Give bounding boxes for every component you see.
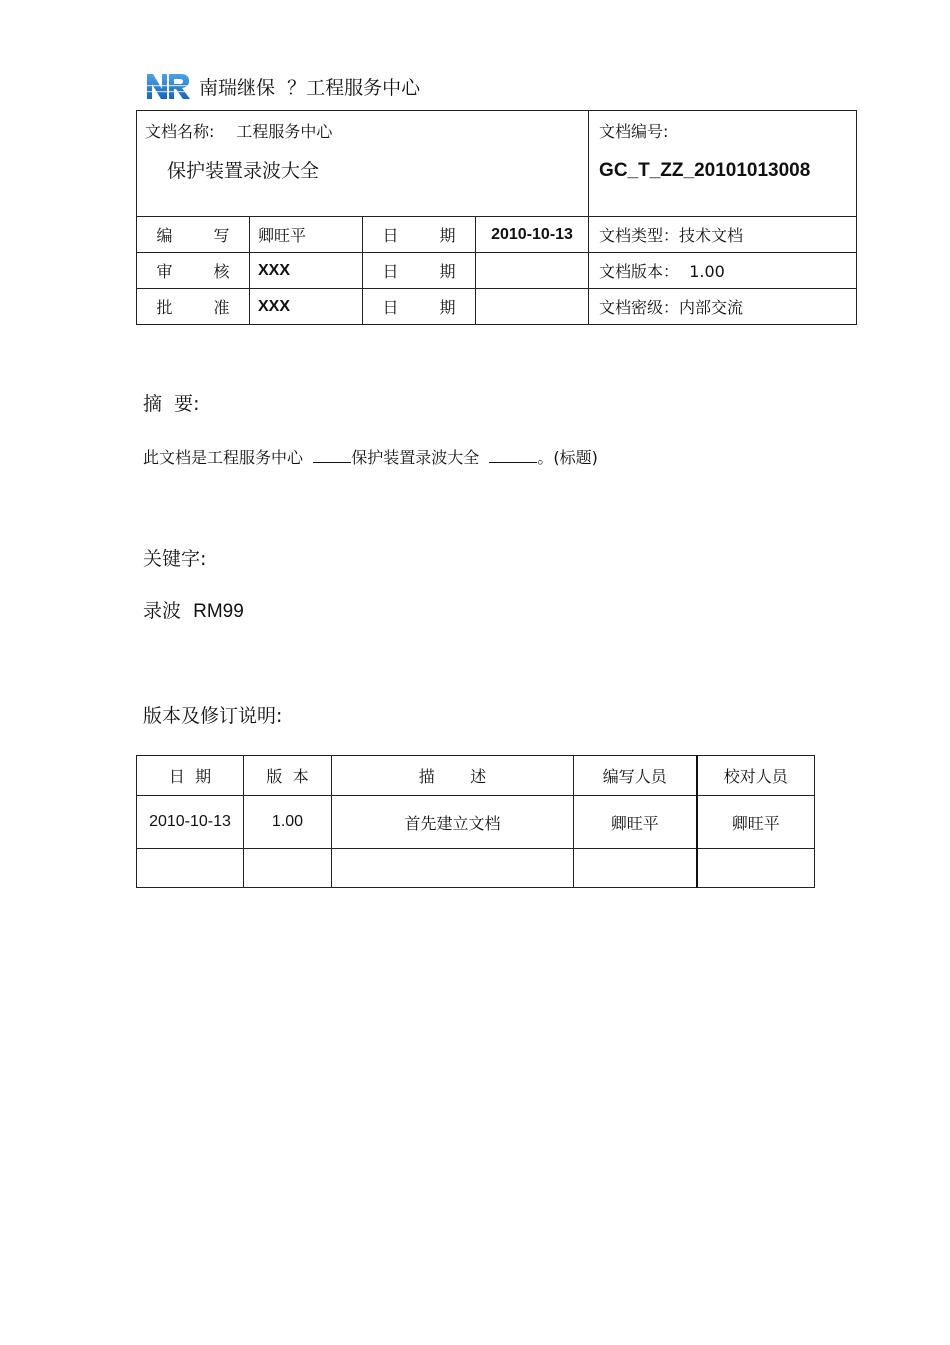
nr-logo-icon <box>145 71 191 101</box>
person-name: XXX <box>250 289 363 325</box>
date-value: 2010-10-13 <box>476 217 589 253</box>
column-header: 日 期 <box>137 756 244 796</box>
document-info-table <box>136 110 857 325</box>
date-value <box>476 289 589 325</box>
empty-cell <box>697 849 815 888</box>
header-title: 南瑞继保 ？工程服务中心 <box>199 76 421 99</box>
empty-cell <box>574 849 697 888</box>
empty-cell <box>137 849 244 888</box>
keyword: 录波 <box>143 600 182 622</box>
revision-version: 1.00 <box>244 796 332 849</box>
date-label: 日 期 <box>363 289 476 325</box>
date-label: 日 期 <box>363 253 476 289</box>
role-label: 批 准 <box>137 289 250 325</box>
revision-reviewer: 卿旺平 <box>697 796 815 849</box>
keywords-heading: 关键字: <box>143 548 207 570</box>
table-row <box>137 796 815 849</box>
column-header: 校对人员 <box>697 756 815 796</box>
abstract-text <box>143 445 598 468</box>
abstract-text-after: 。(标题) <box>537 448 598 467</box>
doc-code: GC_T_ZZ_20101013008 <box>599 160 811 181</box>
doc-classification: 文档密级：内部交流 <box>589 289 857 325</box>
info-row-approver <box>137 289 857 325</box>
underline-blank <box>313 448 351 463</box>
table-row-empty <box>137 849 815 888</box>
info-row-reviewer <box>137 253 857 289</box>
doc-version: 文档版本： 1.00 <box>589 253 857 289</box>
abstract-text-middle: 保护装置录波大全 <box>351 448 490 467</box>
date-value <box>476 253 589 289</box>
doc-code-label: 文档编号: <box>599 122 669 141</box>
keywords-list <box>143 596 244 623</box>
revision-heading: 版本及修订说明: <box>143 705 283 727</box>
revision-description: 首先建立文档 <box>332 796 574 849</box>
role-label: 审 核 <box>137 253 250 289</box>
person-name: XXX <box>250 253 363 289</box>
column-header: 编写人员 <box>574 756 697 796</box>
empty-cell <box>244 849 332 888</box>
document-header <box>145 70 420 102</box>
doc-name-cell <box>137 111 589 217</box>
revision-author: 卿旺平 <box>574 796 697 849</box>
empty-cell <box>332 849 574 888</box>
revision-date: 2010-10-13 <box>137 796 244 849</box>
revision-header-row <box>137 756 815 796</box>
underline-blank <box>489 448 537 463</box>
doc-type: 文档类型：技术文档 <box>589 217 857 253</box>
revision-table <box>136 755 815 888</box>
doc-code-cell <box>589 111 857 217</box>
keyword: RM99 <box>193 601 244 622</box>
role-label: 编 写 <box>137 217 250 253</box>
abstract-text-before: 此文档是工程服务中心 <box>143 448 314 467</box>
info-row-author <box>137 217 857 253</box>
person-name: 卿旺平 <box>250 217 363 253</box>
abstract-heading: 摘 要: <box>143 393 200 415</box>
date-label: 日 期 <box>363 217 476 253</box>
column-header: 版 本 <box>244 756 332 796</box>
doc-name-value: 工程服务中心 <box>236 122 333 141</box>
column-header: 描 述 <box>332 756 574 796</box>
doc-title: 保护装置录波大全 <box>167 160 320 182</box>
doc-name-label: 文档名称: <box>145 122 215 141</box>
